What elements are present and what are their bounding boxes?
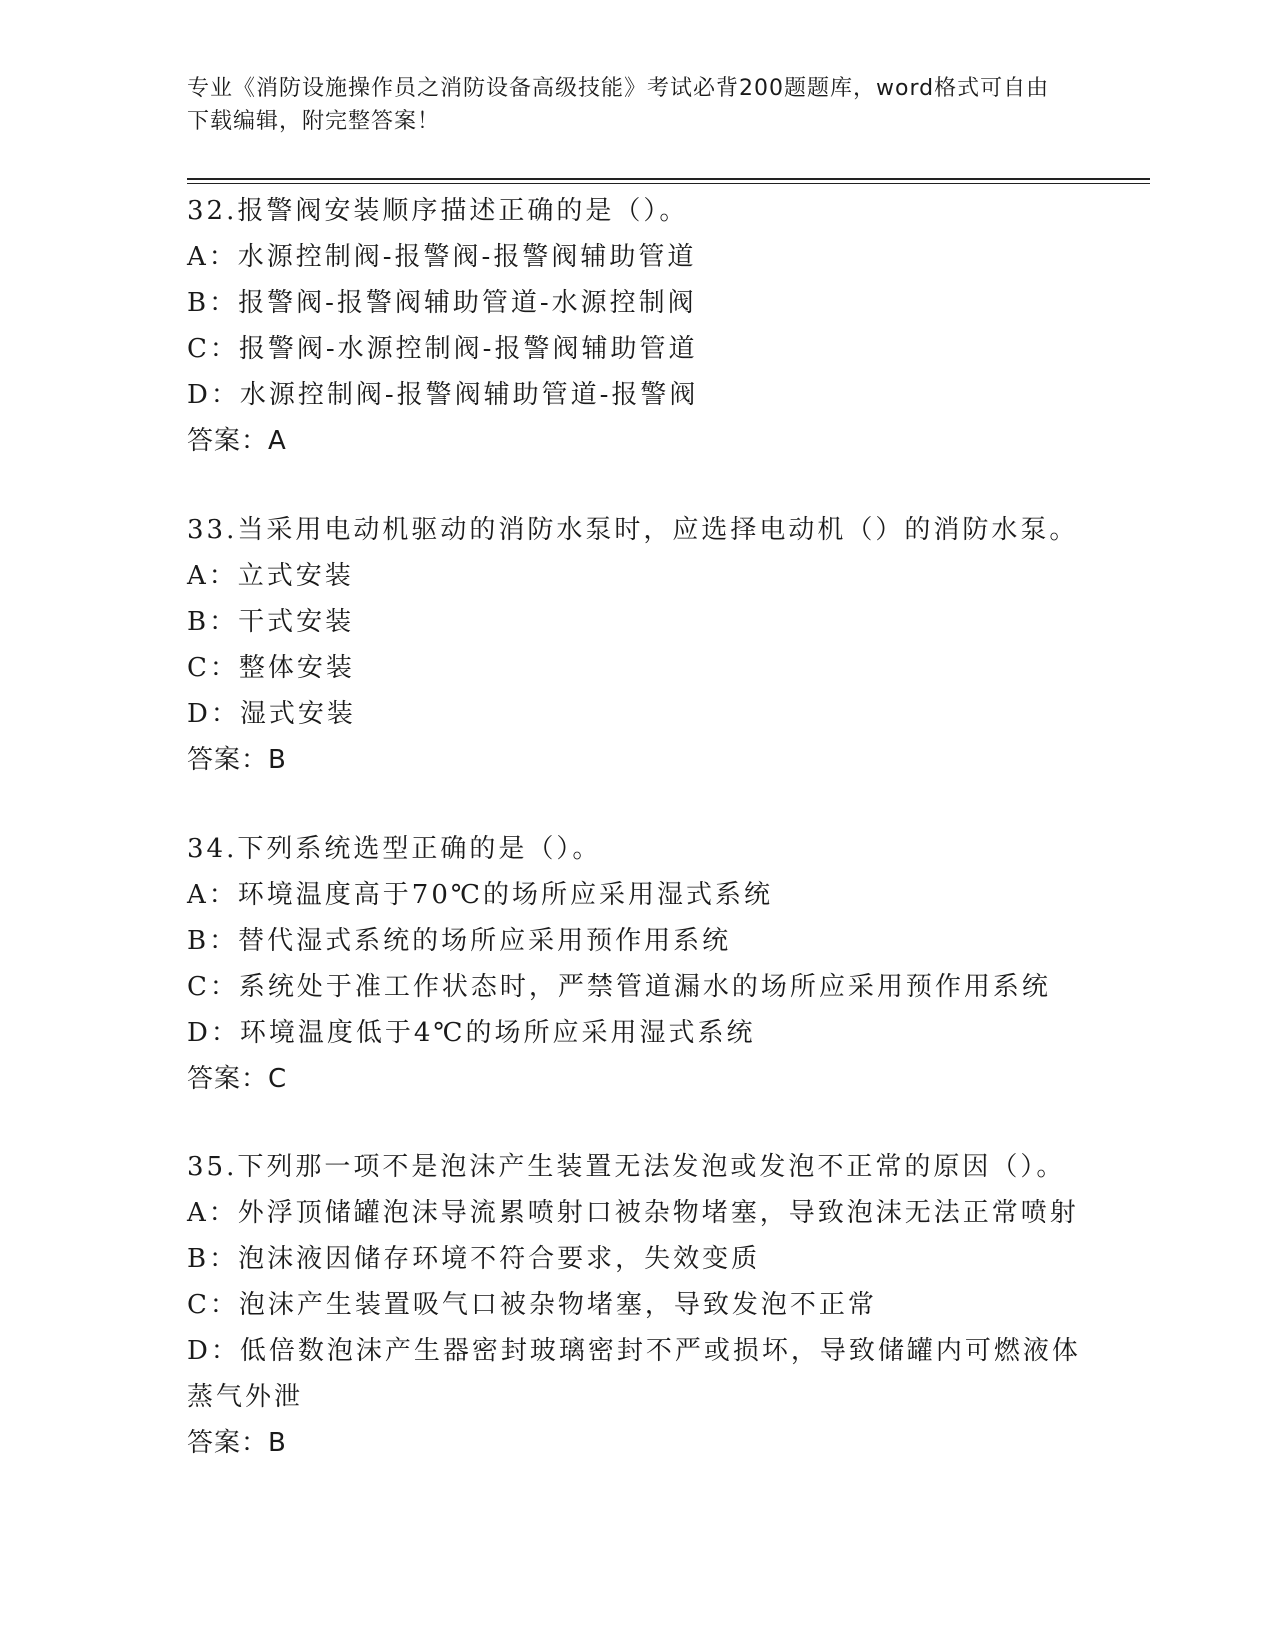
question-stem: 33.当采用电动机驱动的消防水泵时，应选择电动机（）的消防水泵。: [187, 515, 1079, 545]
option-a: A：环境温度高于70℃的场所应采用湿式系统: [187, 880, 773, 910]
option-a: A：外浮顶储罐泡沫导流累喷射口被杂物堵塞，导致泡沫无法正常喷射: [187, 1198, 1079, 1228]
option-b: B：干式安装: [187, 607, 355, 637]
question-34: [187, 826, 1087, 1102]
option-d: D：湿式安装: [187, 699, 356, 729]
header-divider: [187, 178, 1150, 180]
question-33: [187, 507, 1087, 783]
question-stem: 35.下列那一项不是泡沫产生装置无法发泡或发泡不正常的原因（）。: [187, 1152, 1066, 1182]
question-35: [187, 1144, 1087, 1466]
question-32: [187, 188, 1087, 464]
question-stem: 32.报警阀安装顺序描述正确的是（）。: [187, 196, 689, 226]
option-b: B：泡沫液因储存环境不符合要求，失效变质: [187, 1244, 761, 1274]
answer: 答案：A: [187, 426, 287, 456]
option-c: C：系统处于准工作状态时，严禁管道漏水的场所应采用预作用系统: [187, 972, 1051, 1002]
document-header: 专业《消防设施操作员之消防设备高级技能》考试必背200题题库，word格式可自由下载编辑，附完整答案！: [187, 76, 1050, 134]
option-b: B：报警阀-报警阀辅助管道-水源控制阀: [187, 288, 697, 318]
option-b: B：替代湿式系统的场所应采用预作用系统: [187, 926, 732, 956]
option-a: A：立式安装: [187, 561, 354, 591]
option-c: C：报警阀-水源控制阀-报警阀辅助管道: [187, 334, 698, 364]
header-divider-thin: [187, 183, 1150, 184]
option-c: C：整体安装: [187, 653, 355, 683]
option-a: A：水源控制阀-报警阀-报警阀辅助管道: [187, 242, 697, 272]
answer: 答案：C: [187, 1064, 288, 1094]
question-stem: 34.下列系统选型正确的是（）。: [187, 834, 602, 864]
option-d: D：水源控制阀-报警阀辅助管道-报警阀: [187, 380, 699, 410]
option-c: C：泡沫产生装置吸气口被杂物堵塞，导致发泡不正常: [187, 1290, 877, 1320]
answer: 答案：B: [187, 1428, 287, 1458]
option-d: D：低倍数泡沫产生器密封玻璃密封不严或损坏，导致储罐内可燃液体蒸气外泄: [187, 1336, 1081, 1412]
answer: 答案：B: [187, 745, 287, 775]
option-d: D：环境温度低于4℃的场所应采用湿式系统: [187, 1018, 756, 1048]
